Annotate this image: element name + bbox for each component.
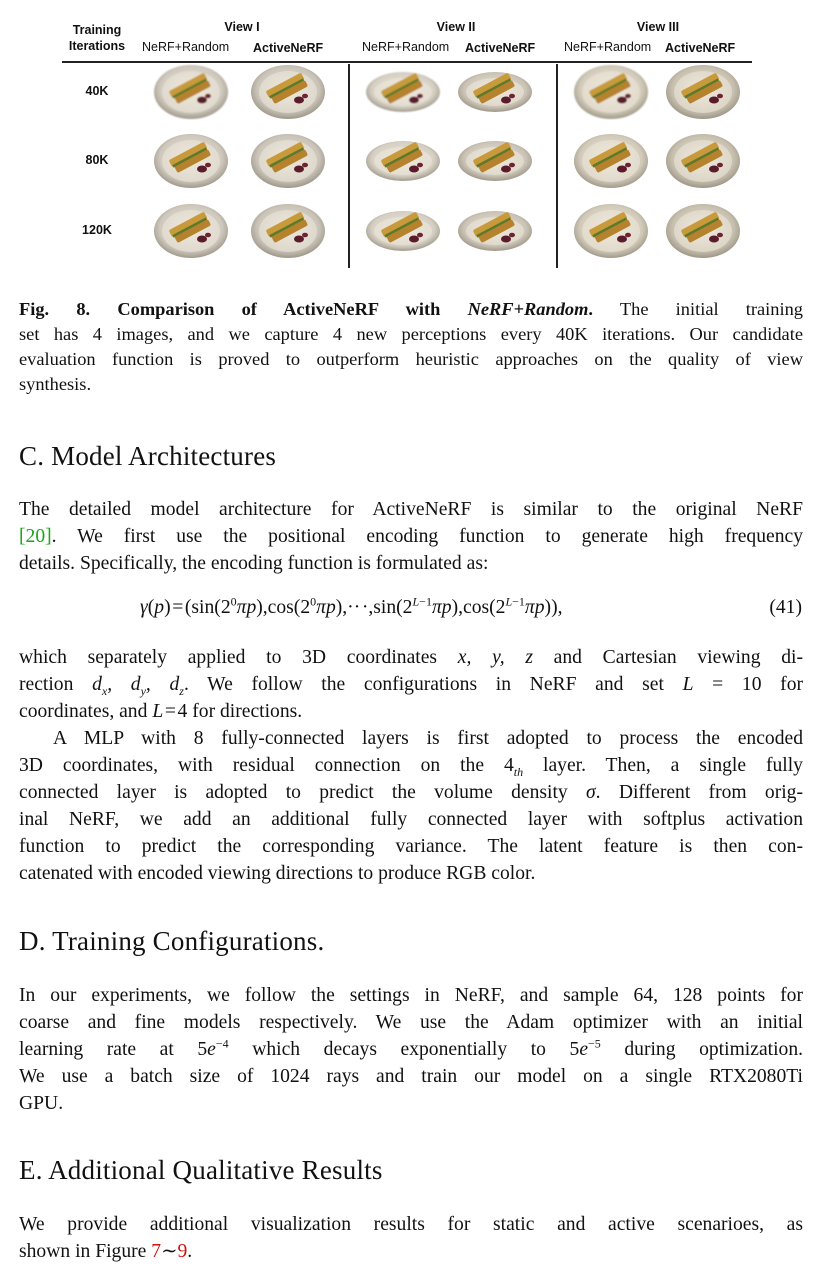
render-view-2-activenerf-40k bbox=[454, 61, 536, 121]
section-c-paragraph-3: A MLP with 8 fully-connected layers is first adopted to process the encoded 3D coordinates, with residual connection on the $4_{th}$ layer. Then, a single fully connected layer is adopted to predict the volume density σ. Different from orig- inal NeRF, we add an additional fully connected layer with softplus activation function to predict the corresponding variance. The latent feature is then con- catenated with encoded viewing directions to produce RGB color. bbox=[19, 728, 803, 884]
comparison-figure bbox=[62, 14, 752, 270]
equation-number: (41) bbox=[769, 597, 802, 618]
caption-line-4: synthesis. bbox=[19, 374, 92, 394]
method-a-view-3: NeRF+Random bbox=[564, 40, 652, 54]
row-label-120k: 120K bbox=[82, 223, 112, 237]
c-p1-line-2: . We first use the positional encoding function to generate high frequency bbox=[51, 525, 803, 547]
section-c-heading: C. Model Architectures bbox=[19, 441, 277, 471]
method-b-view-2: ActiveNeRF bbox=[465, 41, 536, 55]
view-separator-2 bbox=[556, 64, 558, 268]
render-view-2-nerf-random-80k bbox=[362, 130, 444, 190]
render-view-2-activenerf-80k bbox=[454, 130, 536, 190]
caption-label: Fig. 8. bbox=[19, 299, 91, 319]
render-view-1-activenerf-40k bbox=[247, 61, 329, 121]
view-3-label: View III bbox=[636, 20, 680, 34]
citation-20[interactable]: [20] bbox=[19, 525, 52, 547]
figure-ref-9[interactable]: 9 bbox=[177, 1240, 188, 1262]
method-a-view-2: NeRF+Random bbox=[362, 40, 450, 54]
view-separator-1 bbox=[348, 64, 350, 268]
caption-title: Comparison of ActiveNeRF with bbox=[117, 299, 441, 319]
section-c-paragraph-1 bbox=[19, 497, 803, 578]
figure-ref-7[interactable]: 7 bbox=[151, 1240, 162, 1262]
section-e-heading: E. Additional Qualitative Results bbox=[19, 1155, 383, 1185]
method-b-view-3: ActiveNeRF bbox=[665, 41, 736, 55]
c-p1-line-1: The detailed model architecture for ActiveNeRF is similar to the original NeRF bbox=[19, 499, 803, 520]
render-view-3-nerf-random-120k bbox=[570, 200, 652, 260]
method-b-view-1: ActiveNeRF bbox=[253, 41, 324, 55]
header-iterations: Iterations bbox=[68, 39, 126, 53]
row-label-80k: 80K bbox=[85, 153, 109, 167]
render-view-3-activenerf-40k bbox=[662, 61, 744, 121]
view-1-label: View I bbox=[224, 20, 260, 34]
section-c-paragraph-2: which separately applied to 3D coordinates x, y, z and Cartesian viewing di- rection $d_x$, $d_y$, $d_z$. We follow the configurations in NeRF and set L = 10 for coordinates, and L = 4 for directions. bbox=[19, 647, 804, 722]
render-view-3-activenerf-120k bbox=[662, 200, 744, 260]
render-view-3-nerf-random-40k bbox=[570, 61, 652, 121]
section-d-paragraph: In our experiments, we follow the settings in NeRF, and sample 64, 128 points for coarse and fine models respectively. We use the Adam optimizer with an initial learning rate at $5e^{-4}$ which decays exponentially to $5e^{-5}$ during optimization. We use a batch size of 1024 rays and train our model on a single RTX2080Ti GPU. bbox=[19, 985, 804, 1114]
render-view-1-nerf-random-40k bbox=[150, 61, 232, 121]
caption-line-2: set has 4 images, and we capture 4 new perceptions every 40K iterations. Our candidate bbox=[19, 324, 803, 344]
render-view-1-nerf-random-80k bbox=[150, 130, 232, 190]
caption-line-1: The initial training bbox=[593, 299, 803, 319]
caption-method: NeRF+Random bbox=[467, 299, 589, 319]
render-view-1-activenerf-80k bbox=[247, 130, 329, 190]
render-view-3-nerf-random-80k bbox=[570, 130, 652, 190]
figure-caption: Fig. 8. Comparison of ActiveNeRF with NeRF+Random. The initial training set has 4 images, and we capture 4 new perceptions every 40K iterations. Our candidate evaluation function is proved to outperform heuristic approaches on the quality of view synthesis. bbox=[19, 297, 803, 397]
section-e-paragraph: We provide additional visualization results for static and active scenarioes, as shown in Figure 7∼9. bbox=[19, 1214, 803, 1262]
render-view-1-nerf-random-120k bbox=[150, 200, 232, 260]
header-training: Training bbox=[72, 23, 122, 37]
method-a-view-1: NeRF+Random bbox=[142, 40, 230, 54]
render-view-3-activenerf-80k bbox=[662, 130, 744, 190]
render-view-1-activenerf-120k bbox=[247, 200, 329, 260]
c-p1-line-3: details. Specifically, the encoding function is formulated as: bbox=[19, 552, 489, 574]
encoding-equation: γ(p) = ($\sin(2^0\pi p),\cos(2^0\pi p),\cdot\cdot$ $\cdot,\sin(2^{L-1}\pi p),\cos(2^{L-1}\pi p)$), bbox=[140, 594, 563, 618]
section-d-heading: D. Training Configurations. bbox=[19, 926, 325, 956]
caption-line-3: evaluation function is proved to outperform heuristic approaches on the quality of view bbox=[19, 349, 803, 369]
view-2-label: View II bbox=[436, 20, 476, 34]
render-view-2-nerf-random-120k bbox=[362, 200, 444, 260]
c-p3-line-1: A MLP with 8 fully-connected layers is first adopted to process the encoded bbox=[53, 728, 803, 749]
render-view-2-activenerf-120k bbox=[454, 200, 536, 260]
render-view-2-nerf-random-40k bbox=[362, 61, 444, 121]
row-label-40k: 40K bbox=[85, 84, 109, 98]
